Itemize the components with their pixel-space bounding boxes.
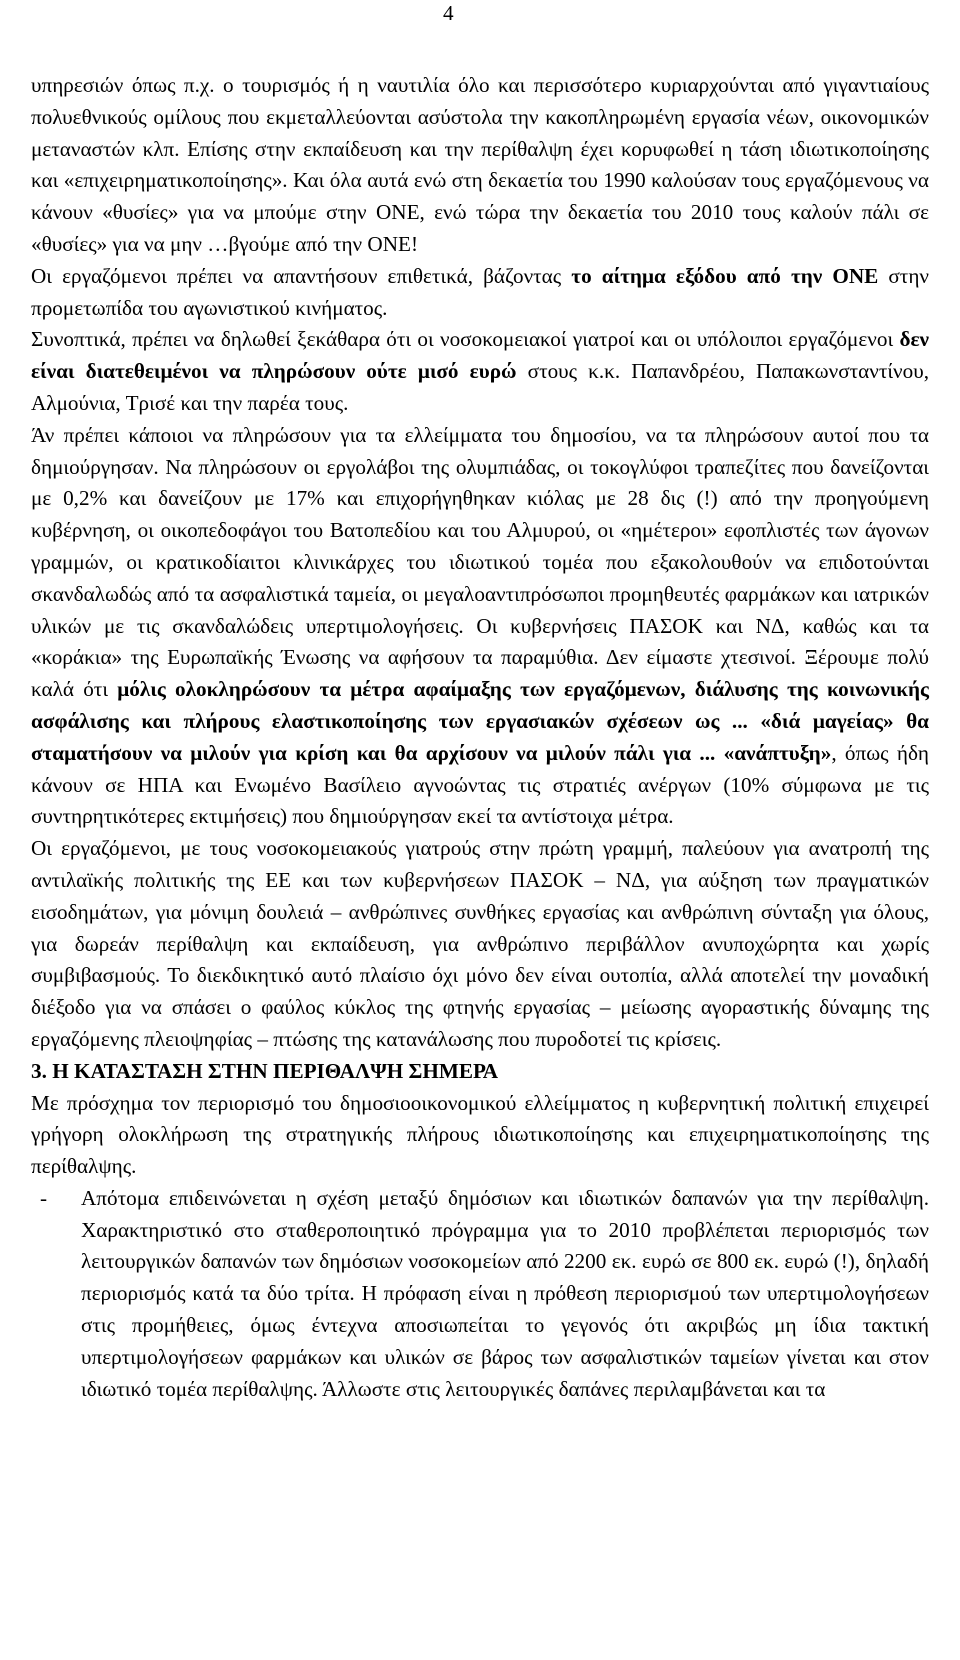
page-number: 4 — [443, 1, 454, 25]
paragraph-1 — [31, 70, 929, 261]
dash-bullet: - — [40, 1185, 48, 1210]
paragraph-5 — [31, 833, 929, 1056]
paragraph-3 — [31, 324, 929, 419]
paragraph-2-text-a: Οι εργαζόμενοι πρέπει να απαντήσουν επιθετικά, βάζοντας — [31, 263, 572, 288]
paragraph-3-text-a: Συνοπτικά, πρέπει να δηλωθεί ξεκάθαρα ότι οι νοσοκομειακοί γιατροί και οι υπόλοιποι εργαζόμενοι — [31, 327, 900, 352]
document-body — [31, 70, 929, 1405]
paragraph-6-text: Με πρόσχημα τον περιορισμό του δημοσιοοικονομικού ελλείμματος η κυβερνητική πολιτική επιχειρεί γρήγορη ολοκλήρωση της στρατηγικής πλήρους ιδιωτικοποίησης και επιχειρηματικοποίησης της περίθαλψης. — [31, 1090, 929, 1179]
paragraph-4-text-b: , όπως ήδη κάνουν σε ΗΠΑ και Ενωμένο Βασίλειο αγνοώντας τις στρατιές ανέργων (10% σύμφωνα με τις συντηρητικότερες εκτιμήσεις) που δημιούργησαν εκεί τα αντίστοιχα μέτρα. — [31, 740, 930, 829]
bullet-list — [31, 1183, 929, 1406]
paragraph-2 — [31, 261, 929, 325]
paragraph-5-text: Οι εργαζόμενοι, με τους νοσοκομειακούς γιατρούς στην πρώτη γραμμή, παλεύουν για ανατροπή της αντιλαϊκής πολιτικής της ΕΕ και των κυβερνήσεων ΠΑΣΟΚ – ΝΔ, για αύξηση των πραγματικών εισοδημάτων, για μόνιμη δουλειά – ανθρώπινες συνθήκες εργασίας και ανθρώπινη σύνταξη για όλους, για δωρεάν περίθαλψη και εκπαίδευση, για ανθρώπινο περιβάλλον ανυποχώρητα και χωρίς συμβιβασμούς. Το διεκδικητικό αυτό πλαίσιο όχι μόνο δεν είναι ουτοπία, αλλά αποτελεί την μοναδική διέξοδο για να σπάσει ο φαύλος κύκλος της φτηνής εργασίας – μείωσης αγοραστικής δύναμης της εργαζόμενης πλειοψηφίας – πτώσης της κατανάλωσης που πυροδοτεί τις κρίσεις. — [31, 836, 929, 1051]
paragraph-1-text: υπηρεσιών όπως π.χ. ο τουρισμός ή η ναυτιλία όλο και περισσότερο κυριαρχούνται από γιγαντιαίους πολυεθνικούς ομίλους που εκμεταλλεύονται ασύστολα την κακοπληρωμένη εργασία νέων, οικονομικών μεταναστών κλπ. Επίσης στην εκπαίδευση και την περίθαλψη έχει κορυφωθεί η τάση ιδιωτικοποίησης και «επιχειρηματικοποίησης». Και όλα αυτά ενώ στη δεκαετία του 1990 καλούσαν τους εργαζόμενους να κάνουν «θυσίες» για να μπούμε στην ΟΝΕ, ενώ τώρα την δεκαετία του 2010 τους καλούν πάλι σε «θυσίες» για να μην …βγούμε από την ΟΝΕ! — [31, 73, 929, 256]
paragraph-4 — [31, 420, 929, 833]
paragraph-4-bold: μόλις ολοκληρώσουν τα μέτρα αφαίμαξης των εργαζόμενων, διάλυσης της κοινωνικής ασφάλισης και πλήρους ελαστικοποίησης των εργασιακών σχέσεων ως ... «διά μαγείας» θα σταματήσουν να μιλούν για κρίση και θα αρχίσουν να μιλούν πάλι για ... «ανάπτυξη» — [31, 677, 929, 765]
paragraph-4-text-a: Άν πρέπει κάποιοι να πληρώσουν για τα ελλείμματα του δημοσίου, να τα πληρώσουν αυτοί που τα δημιούργησαν. Να πληρώσουν οι εργολάβοι της ολυμπιάδας, οι τοκογλύφοι τραπεζίτες που δανείζονται με 0,2% και δανείζουν με 17% και επιχορήγηθηκαν κιόλας με 28 δις (!) από την προηγούμενη κυβέρνηση, οι οικοπεδοφάγοι του Βατοπεδίου και του Αλμυρού, οι «ημέτεροι» εφοπλιστές των άγονων γραμμών, οι κρατικοδίαιτοι κλινικάρχες του ιδιωτικού τομέα που εξακολουθούν να επιδοτούνται σκανδαλωδώς από τα ασφαλιστικά ταμεία, οι μεγαλοαντιπρόσωποι προμηθευτές φαρμάκων και ιατρικών υλικών με τις σκανδαλώδεις υπερτιμολογήσεις. Οι κυβερνήσεις ΠΑΣΟΚ και ΝΔ, καθώς και τα «κοράκια» της Ευρωπαϊκής Ένωσης να αφήσουν τα παραμύθια. Δεν είμαστε χτεσινοί. Ξέρουμε πολύ καλά ότι — [31, 422, 929, 702]
paragraph-6 — [31, 1088, 929, 1183]
list-item — [31, 1183, 929, 1406]
paragraph-3-text-b: στους κ.κ. Παπανδρέου, Παπακωνσταντίνου, Αλμούνια, Τρισέ και την παρέα τους. — [31, 359, 929, 415]
paragraph-3-bold: δεν είναι διατεθειμένοι να πληρώσουν ούτε μισό ευρώ — [31, 327, 929, 384]
section-heading: 3. Η ΚΑΤΑΣΤΑΣΗ ΣΤΗΝ ΠΕΡΙΘΑΛΨΗ ΣΗΜΕΡΑ — [31, 1058, 499, 1083]
paragraph-2-text-b: στην προμετωπίδα του αγωνιστικού κινήματος. — [31, 263, 929, 320]
list-item-text: Απότομα επιδεινώνεται η σχέση μεταξύ δημόσιων και ιδιωτικών δαπανών για την περίθαλψη. Χαρακτηριστικό στο σταθεροποιητικό πρόγραμμα για το 2010 προβλέπεται περιορισμός των λειτουργικών δαπανών των δημόσιων νοσοκομείων από 2200 εκ. ευρώ σε 800 εκ. ευρώ (!), δηλαδή περιορισμός κατά τα δύο τρίτα. Η πρόφαση είναι η πρόθεση περιορισμού των υπερτιμολογήσεων στις προμήθειες, όμως έντεχνα αποσιωπείται το γεγονός ότι ακριβώς μη ίδια τακτική υπερτιμολογήσεων φαρμάκων και υλικών σε βάρος των ασφαλιστικών ταμείων γίνεται και στον ιδιωτικό τομέα περίθαλψης. Άλλωστε στις λειτουργικές δαπάνες περιλαμβάνεται και τα — [81, 1185, 929, 1401]
paragraph-2-bold: το αίτημα εξόδου από την ΟΝΕ — [571, 263, 879, 288]
